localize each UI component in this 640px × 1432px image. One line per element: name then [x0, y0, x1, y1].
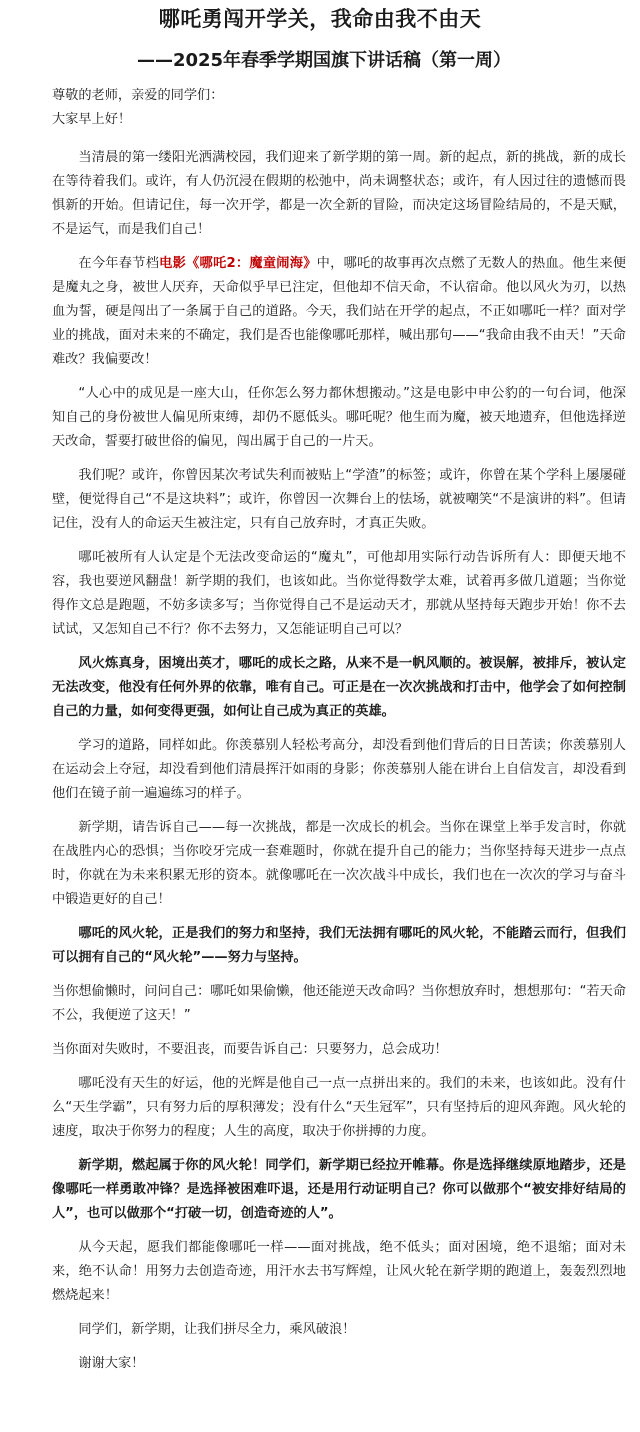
paragraph-15: 同学们，新学期，让我们拼尽全力，乘风破浪！: [78, 1322, 356, 1337]
document-title: 哪吒勇闯开学关，我命由我不由天: [158, 7, 482, 31]
paragraph-8: 新学期，请告诉自己——每一次挑战，都是一次成长的机会。当你在课堂上举手发言时，你就在战胜内心的恐惧；当你咬牙完成一套难题时，你就在提升自己的能力；当你坚持每天进步一点点时，你就在为未来积累无形的资本。就像哪吒在一次次战斗中成长，我们也在一次次的学习与奋斗中锻造更好的自己！: [52, 820, 626, 907]
paragraph-7: 学习的道路，同样如此。你羡慕别人轻松考高分，却没看到他们背后的日日苦读；你羡慕别人在运动会上夺冠，却没看到他们清晨挥汗如雨的身影；你羡慕别人能在讲台上自信发言，却没看到他们在镜子前一遍遍练习的样子。: [52, 738, 626, 801]
greeting: 尊敬的老师，亲爱的同学们：: [52, 88, 224, 103]
paragraph-5: 哪吒被所有人认定是个无法改变命运的“魔丸”，可他却用实际行动告诉所有人：即便天地不容，我也要逆风翻盘！新学期的我们，也该如此。当你觉得数学太难，试着再多做几道题；当你觉得作文总是跑题，不妨多读多写；当你觉得自己不是运动天才，那就从坚持每天跑步开始！你不去试试，又怎知自己不行？你不去努力，又怎能证明自己可以？: [52, 550, 626, 637]
paragraph-9-bold: 哪吒的风火轮，正是我们的努力和坚持，我们无法拥有哪吒的风火轮，不能踏云而行，但我们可以拥有自己的“风火轮”——努力与坚持。: [52, 926, 626, 965]
paragraph-12: 哪吒没有天生的好运，他的光辉是他自己一点一点拼出来的。我们的未来，也该如此。没有什么“天生学霸”，只有努力后的厚积薄发；没有什么“天生冠军”，只有坚持后的迎风奔跑。风火轮的速度，取决于你努力的程度；人生的高度，取决于你拼搏的力度。: [52, 1076, 626, 1139]
paragraph-3: “人心中的成见是一座大山，任你怎么努力都休想搬动。”这是电影中申公豹的一句台词，他深知自己的身份被世人偏见所束缚，却仍不愿低头。哪吒呢？他生而为魔，被天地遗弃，但他选择逆天改命，誓要打破世俗的偏见，闯出属于自己的一片天。: [52, 386, 626, 449]
paragraph-2-body: 中，哪吒的故事再次点燃了无数人的热血。他生来便是魔丸之身，被世人厌弃，天命似乎早已注定，但他却不信天命，不认宿命。他以风火为刃，以热血为誓，硬是闯出了一条属于自己的道路。今天，我们站在开学的起点，不正如哪吒一样？面对学业的挑战，面对未来的不确定，我们是否也能像哪吒那样，喊出那句——“我命由我不由天！”天命难改？我偏要改！: [52, 256, 626, 367]
paragraph-13-bold: 新学期，燃起属于你的风火轮！同学们，新学期已经拉开帷幕。你是选择继续原地踏步，还是像哪吒一样勇敢冲锋？是选择被困难吓退，还是用行动证明自己？你可以做那个“被安排好结局的人”，也可以做那个“打破一切，创造奇迹的人”。: [52, 1158, 626, 1221]
paragraph-10: 当你想偷懒时，问问自己：哪吒如果偷懒，他还能逆天改命吗？当你想放弃时，想想那句：“若天命不公，我便逆了这天！”: [52, 984, 626, 1023]
paragraph-1: 当清晨的第一缕阳光洒满校园，我们迎来了新学期的第一周。新的起点，新的挑战，新的成长在等待着我们。或许，有人仍沉浸在假期的松弛中，尚未调整状态；或许，有人因过往的遗憾而畏惧新的开始。但请记住，每一次开学，都是一次全新的冒险，而决定这场冒险结局的，不是天赋，不是运气，而是我们自己！: [52, 150, 626, 237]
document-subtitle: ——2025年春季学期国旗下讲话稿（第一周）: [136, 50, 512, 71]
paragraph-6-bold: 风火炼真身，困境出英才，哪吒的成长之路，从来不是一帆风顺的。被误解，被排斥，被认定无法改变，他没有任何外界的依靠，唯有自己。可正是在一次次挑战和打击中，他学会了如何控制自己的力量，如何变得更强，如何让自己成为真正的英雄。: [52, 656, 626, 719]
paragraph-2-lead: 在今年春节档: [78, 256, 160, 271]
movie-title-highlight: 电影《哪吒2：魔童闹海》: [159, 256, 317, 271]
paragraph-14: 从今天起，愿我们都能像哪吒一样——面对挑战，绝不低头；面对困境，绝不退缩；面对未来，绝不认命！用努力去创造奇迹，用汗水去书写辉煌，让风火轮在新学期的跑道上，轰轰烈烈地燃烧起来！: [52, 1240, 626, 1303]
paragraph-2: [52, 252, 626, 372]
paragraph-16-closing: 谢谢大家！: [78, 1356, 145, 1371]
greeting-morning: 大家早上好！: [52, 112, 132, 127]
paragraph-4: 我们呢？或许，你曾因某次考试失利而被贴上“学渣”的标签；或许，你曾在某个学科上屡屡碰壁，便觉得自己“不是这块料”；或许，你曾因一次舞台上的怯场，就被嘲笑“不是演讲的料”。但请记住，没有人的命运天生被注定，只有自己放弃时，才真正失败。: [52, 468, 626, 531]
paragraph-11: 当你面对失败时，不要沮丧，而要告诉自己：只要努力，总会成功！: [52, 1042, 448, 1057]
